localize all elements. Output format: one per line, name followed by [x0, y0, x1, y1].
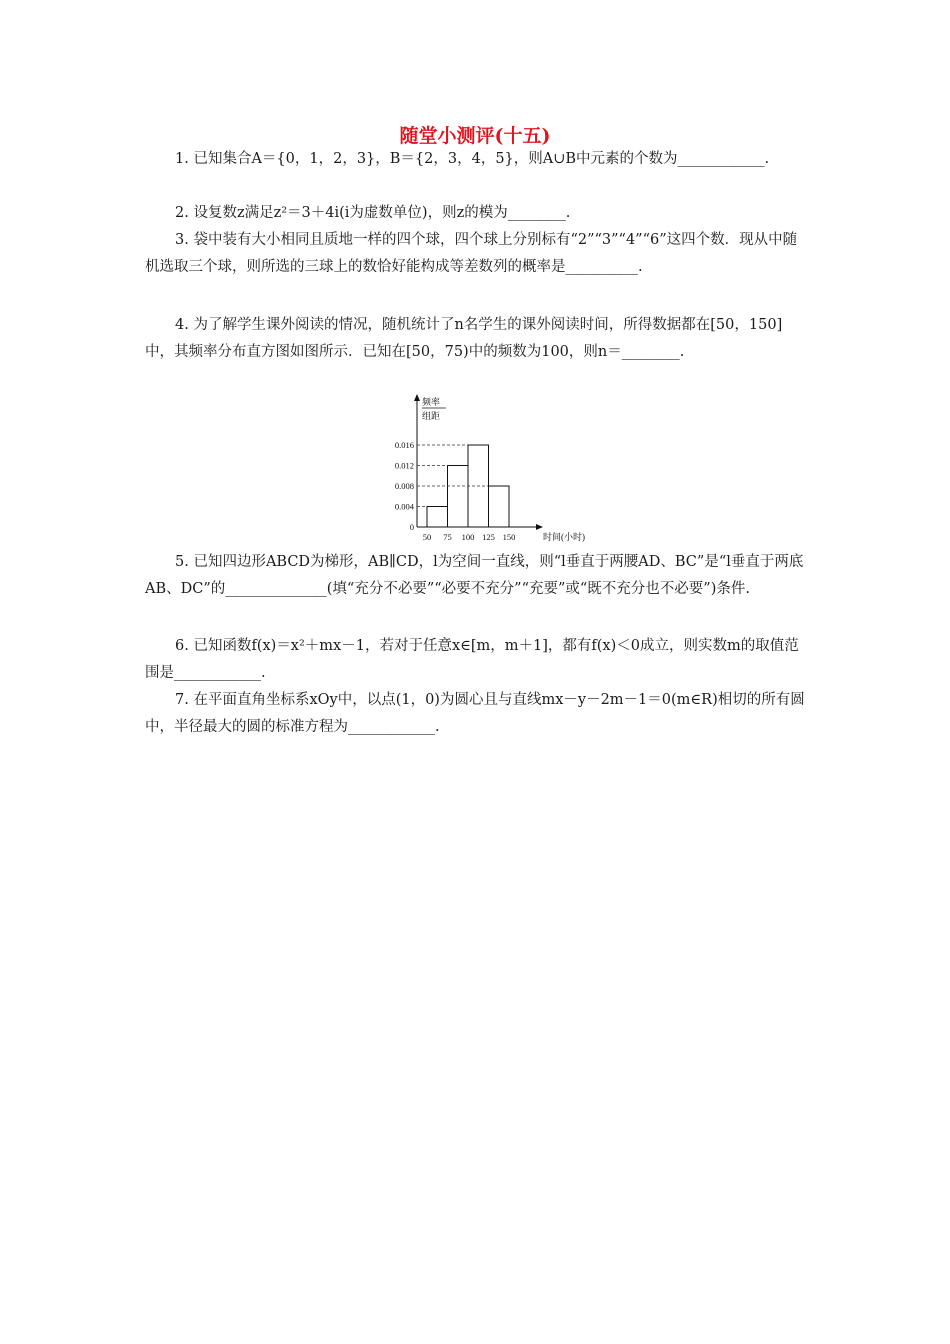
question-6: 6. 已知函数f(x)＝x²＋mx－1，若对于任意x∈[m，m＋1]，都有f(x)＜0成立，则实数m的取值范围是____________.	[145, 638, 799, 681]
x-axis-label: 时间(小时)	[543, 532, 585, 542]
x-tick-label: 100	[461, 532, 475, 542]
y-tick-label: 0.012	[394, 460, 414, 471]
question-3: 3. 袋中装有大小相同且质地一样的四个球，四个球上分别标有“2”“3”“4”“6”这四个数．现从中随机选取三个球，则所选的三球上的数恰好能构成等差数列的概率是__________.	[145, 232, 798, 275]
x-tick-label: 50	[422, 532, 432, 542]
histogram-bar	[489, 486, 510, 527]
x-axis-arrow	[536, 524, 543, 530]
histogram-bar	[427, 507, 448, 528]
y-axis-arrow	[414, 394, 420, 401]
question-1: 1. 已知集合A＝{0，1，2，3}，B＝{2，3，4，5}，则A∪B中元素的个数为____________.	[175, 151, 770, 167]
y-tick-label: 0.016	[394, 440, 414, 450]
x-tick-label: 150	[502, 532, 516, 542]
page-title: 随堂小测评(十五)	[399, 125, 551, 147]
frequency-histogram	[375, 393, 600, 543]
y-tick-label: 0.008	[394, 481, 414, 491]
y-axis-label-top: 频率	[422, 397, 441, 407]
y-tick-label: 0.004	[394, 501, 414, 512]
question-4: 4. 为了解学生课外阅读的情况，随机统计了n名学生的课外阅读时间，所得数据都在[50，150]中，其频率分布直方图如图所示．已知在[50，75)中的频数为100，则n＝________.	[145, 317, 783, 360]
x-tick-label: 75	[443, 532, 452, 542]
y-tick-label: 0	[409, 522, 414, 532]
question-2: 2. 设复数z满足z²＝3＋4i(i为虚数单位)，则z的模为________.	[175, 205, 571, 221]
chart-bars	[417, 445, 509, 527]
x-tick-label: 125	[482, 532, 495, 542]
histogram-bar	[448, 466, 469, 528]
y-axis-label-bottom: 组距	[422, 411, 441, 421]
question-5: 5. 已知四边形ABCD为梯形，AB∥CD，l为空间一直线，则“l垂直于两腰AD、BC”是“l垂直于两底AB、DC”的______________(填“充分不必要”“必要不充分”“充要”或“既不充分也不必要”)条件.	[145, 554, 804, 597]
question-7: 7. 在平面直角坐标系xOy中，以点(1，0)为圆心且与直线mx－y－2m－1＝0(m∈R)相切的所有圆中，半径最大的圆的标准方程为____________.	[145, 692, 805, 735]
